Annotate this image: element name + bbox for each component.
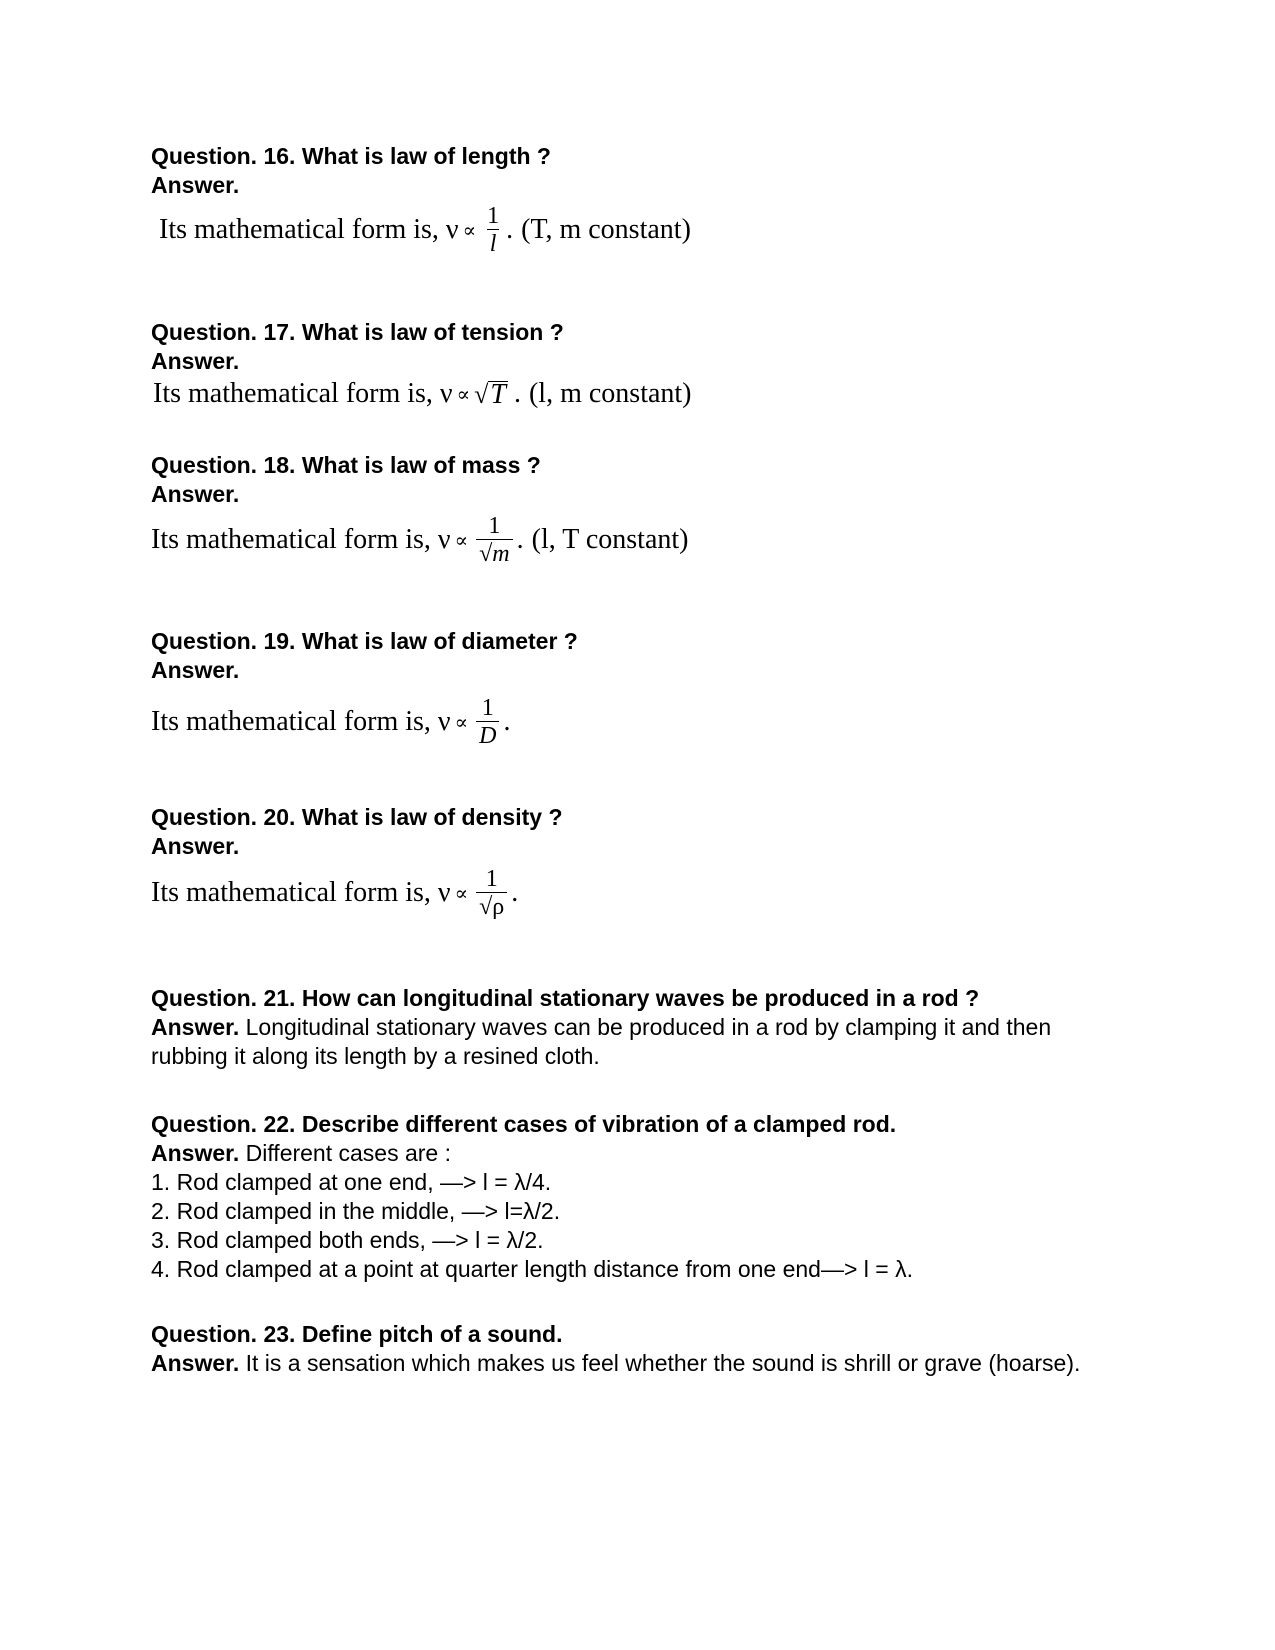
formula-16-proportional: ∝ [462, 219, 477, 242]
formula-17-condition: (l, m constant) [528, 378, 692, 409]
list-item: 2. Rod clamped in the middle, —> l=λ/2. [151, 1198, 561, 1224]
list-item: 1. Rod clamped at one end, —> l = λ/4. [151, 1169, 552, 1195]
formula-20 [151, 866, 518, 920]
question-22-answer [151, 1139, 1131, 1168]
formula-18-radical: √ [479, 541, 493, 567]
formula-17-sqrt [474, 378, 508, 410]
formula-18-dot: . [516, 524, 524, 555]
formula-18-denominator [476, 539, 513, 567]
question-17 [151, 318, 1131, 376]
formula-17-lead: Its mathematical form is, ν [153, 378, 453, 409]
question-19 [151, 627, 1131, 685]
question-21-answer [151, 1013, 1131, 1071]
question-23 [151, 1320, 1131, 1378]
formula-16-numerator: 1 [487, 203, 500, 229]
formula-20-denominator [476, 892, 507, 920]
question-16-text: Question. 16. What is law of length ? [151, 143, 551, 169]
formula-16-dot: . [506, 214, 514, 245]
question-22-answer-text: Different cases are : [239, 1140, 452, 1166]
formula-16-condition: (T, m constant) [521, 214, 691, 245]
question-20-text: Question. 20. What is law of density ? [151, 804, 563, 830]
formula-17-radical: √ [474, 379, 489, 409]
formula-16-lead: Its mathematical form is, ν [159, 214, 459, 245]
formula-20-dot: . [511, 877, 519, 908]
formula-16-denominator: l [487, 229, 500, 257]
question-19-answer-label: Answer. [151, 657, 240, 683]
formula-16-fraction [484, 203, 502, 257]
formula-18-lead: Its mathematical form is, ν [151, 524, 451, 555]
question-23-answer-text: It is a sensation which makes us feel whether the sound is shrill or grave (hoarse). [239, 1350, 1081, 1376]
question-21-text: Question. 21. How can longitudinal stationary waves be produced in a rod ? [151, 985, 980, 1011]
formula-20-numerator: 1 [485, 866, 498, 892]
formula-18-numerator: 1 [488, 513, 501, 539]
formula-17-radicand: T [490, 378, 506, 410]
formula-20-proportional: ∝ [454, 882, 469, 905]
formula-17-proportional: ∝ [456, 383, 471, 406]
question-19-text: Question. 19. What is law of diameter ? [151, 628, 578, 654]
question-17-text: Question. 17. What is law of tension ? [151, 319, 564, 345]
formula-18-condition: (l, T constant) [531, 524, 689, 555]
question-17-answer-label: Answer. [151, 348, 240, 374]
question-18 [151, 451, 1131, 509]
formula-19 [151, 695, 510, 749]
formula-19-numerator: 1 [481, 695, 494, 721]
question-22-text: Question. 22. Describe different cases of vibration of a clamped rod. [151, 1111, 897, 1137]
formula-20-lead: Its mathematical form is, ν [151, 877, 451, 908]
list-item: 3. Rod clamped both ends, —> l = λ/2. [151, 1227, 544, 1253]
formula-20-fraction [476, 866, 507, 920]
question-23-text: Question. 23. Define pitch of a sound. [151, 1321, 563, 1347]
question-22 [151, 1110, 1131, 1284]
question-16-answer-label: Answer. [151, 172, 240, 198]
question-21 [151, 984, 1131, 1071]
question-16 [151, 142, 1131, 200]
question-20-answer-label: Answer. [151, 833, 240, 859]
formula-18-radicand: m [492, 541, 510, 567]
question-18-text: Question. 18. What is law of mass ? [151, 452, 541, 478]
formula-19-denominator: D [476, 721, 499, 749]
question-21-answer-label: Answer. [151, 1014, 240, 1040]
formula-18-fraction [476, 513, 513, 567]
question-22-answer-label: Answer. [151, 1140, 240, 1166]
formula-19-dot: . [503, 706, 511, 737]
formula-19-lead: Its mathematical form is, ν [151, 706, 451, 737]
formula-17-dot: . [513, 378, 521, 409]
question-20 [151, 803, 1131, 861]
question-21-answer-text: Longitudinal stationary waves can be produced in a rod by clamping it and then rubbing it along its length by a resined cloth. [151, 1014, 1052, 1069]
question-18-answer-label: Answer. [151, 481, 240, 507]
formula-18 [151, 513, 688, 567]
formula-16 [159, 203, 691, 257]
formula-17 [153, 378, 692, 410]
formula-18-proportional: ∝ [454, 529, 469, 552]
formula-20-radicand: ρ [492, 894, 505, 920]
question-23-answer-label: Answer. [151, 1350, 240, 1376]
formula-19-proportional: ∝ [454, 711, 469, 734]
formula-19-fraction [476, 695, 499, 749]
list-item: 4. Rod clamped at a point at quarter length distance from one end—> l = λ. [151, 1256, 914, 1282]
question-23-answer [151, 1349, 1131, 1378]
formula-20-radical: √ [479, 894, 493, 920]
